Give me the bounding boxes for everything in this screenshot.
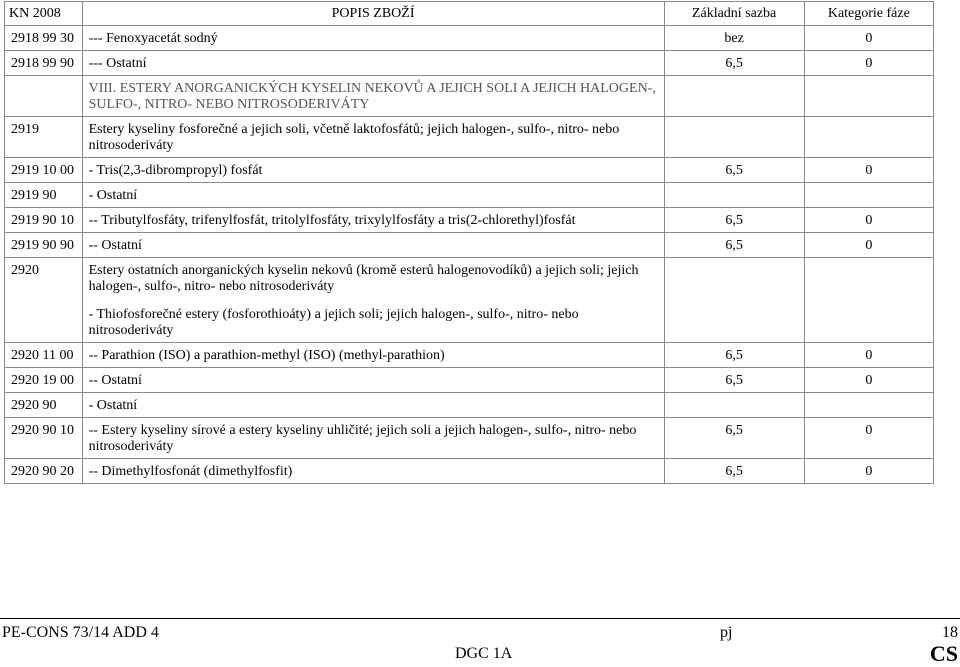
footer-dept: DGC 1A — [455, 645, 513, 662]
row-category — [804, 258, 933, 343]
row-description: --- Ostatní — [88, 56, 147, 71]
row-description-cell — [82, 393, 664, 418]
row-description-cell — [82, 76, 664, 117]
row-rate: 6,5 — [664, 343, 804, 368]
footer-language: CS — [929, 641, 958, 666]
row-rate: bez — [664, 26, 804, 51]
table-row — [5, 51, 934, 76]
row-category: 0 — [804, 343, 933, 368]
table-header-row — [5, 2, 934, 26]
row-code: 2918 99 90 — [5, 51, 83, 76]
header-popis: POPIS ZBOŽÍ — [82, 2, 664, 26]
row-code: 2920 11 00 — [5, 343, 83, 368]
row-rate — [664, 393, 804, 418]
row-code: 2920 90 10 — [5, 418, 83, 459]
row-rate — [664, 117, 804, 158]
row-description: VIII. ESTERY ANORGANICKÝCH KYSELIN NEKOVŮ A JEJICH SOLI A JEJICH HALOGEN-, SULFO-, NITRO- NEBO NITROSODERIVÁTY — [88, 81, 656, 112]
row-description-cell — [82, 418, 664, 459]
row-rate: 6,5 — [664, 418, 804, 459]
footer-initials: pj — [720, 624, 733, 641]
header-sazba: Základní sazba — [664, 2, 804, 26]
page-footer — [0, 618, 960, 666]
footer-page-number: 18 — [942, 624, 958, 641]
row-category — [804, 183, 933, 208]
tariff-table — [4, 1, 934, 484]
row-category: 0 — [804, 208, 933, 233]
table-row — [5, 258, 934, 343]
row-description-cell — [82, 158, 664, 183]
row-description-cell — [82, 368, 664, 393]
row-category: 0 — [804, 233, 933, 258]
table-row — [5, 117, 934, 158]
row-description-cell — [82, 258, 664, 343]
row-code — [5, 76, 83, 117]
table-row — [5, 158, 934, 183]
row-subdescription: - Thiofosforečné estery (fosforothioáty) a jejich soli; jejich halogen-, sulfo-, nitro- nebo nitrosoderiváty — [88, 307, 579, 338]
row-description: -- Estery kyseliny sírové a estery kyseliny uhličité; jejich soli a jejich halogen-, sulfo-, nitro- nebo nitrosoderiváty — [88, 423, 637, 454]
row-code: 2920 90 — [5, 393, 83, 418]
row-description-cell — [82, 233, 664, 258]
row-description: -- Ostatní — [88, 373, 142, 388]
row-description: -- Dimethylfosfonát (dimethylfosfit) — [88, 464, 293, 479]
table-row — [5, 76, 934, 117]
row-description: -- Tributylfosfáty, trifenylfosfát, tritolylfosfáty, trixylylfosfáty a tris(2-chlorethyl)fosfát — [88, 213, 576, 228]
table-row — [5, 233, 934, 258]
row-category: 0 — [804, 368, 933, 393]
row-description: --- Fenoxyacetát sodný — [88, 31, 218, 46]
row-rate — [664, 183, 804, 208]
row-rate: 6,5 — [664, 51, 804, 76]
row-description: Estery ostatních anorganických kyselin nekovů (kromě esterů halogenovodíků) a jejich soli; jejich halogen-, sulfo-, nitro- nebo nitrosoderiváty — [88, 263, 639, 294]
table-row — [5, 26, 934, 51]
row-category: 0 — [804, 418, 933, 459]
row-description: - Ostatní — [88, 398, 138, 413]
row-description-cell — [82, 51, 664, 76]
row-rate: 6,5 — [664, 158, 804, 183]
row-description-cell — [82, 183, 664, 208]
row-code: 2918 99 30 — [5, 26, 83, 51]
row-category: 0 — [804, 459, 933, 484]
row-category — [804, 76, 933, 117]
row-description: Estery kyseliny fosforečné a jejich soli, včetně laktofosfátů; jejich halogen-, sulfo-, nitro- nebo nitrosoderiváty — [88, 122, 620, 153]
row-code: 2920 90 20 — [5, 459, 83, 484]
table-row — [5, 368, 934, 393]
row-code: 2919 10 00 — [5, 158, 83, 183]
row-description-cell — [82, 26, 664, 51]
row-category: 0 — [804, 26, 933, 51]
table-body — [5, 26, 934, 484]
tariff-table-wrapper — [4, 1, 934, 484]
row-description-cell — [82, 208, 664, 233]
header-kn: KN 2008 — [5, 2, 83, 26]
row-description-cell — [82, 343, 664, 368]
row-code: 2920 19 00 — [5, 368, 83, 393]
row-description-cell — [82, 459, 664, 484]
row-description: -- Parathion (ISO) a parathion-methyl (ISO) (methyl-parathion) — [88, 348, 445, 363]
table-row — [5, 343, 934, 368]
table-row — [5, 393, 934, 418]
row-description: - Tris(2,3-dibrompropyl) fosfát — [88, 163, 263, 178]
row-rate — [664, 76, 804, 117]
row-rate: 6,5 — [664, 233, 804, 258]
row-code: 2919 — [5, 117, 83, 158]
row-category: 0 — [804, 158, 933, 183]
table-row — [5, 183, 934, 208]
footer-doc-ref: PE-CONS 73/14 ADD 4 — [2, 624, 159, 641]
row-category — [804, 117, 933, 158]
row-code: 2919 90 10 — [5, 208, 83, 233]
row-rate: 6,5 — [664, 368, 804, 393]
row-description: - Ostatní — [88, 188, 138, 203]
table-row — [5, 459, 934, 484]
row-category: 0 — [804, 51, 933, 76]
row-rate: 6,5 — [664, 208, 804, 233]
row-code: 2919 90 — [5, 183, 83, 208]
row-code: 2919 90 90 — [5, 233, 83, 258]
row-rate: 6,5 — [664, 459, 804, 484]
row-description-cell — [82, 117, 664, 158]
table-row — [5, 208, 934, 233]
header-kategorie: Kategorie fáze — [804, 2, 933, 26]
footer-rule — [0, 618, 960, 619]
row-code: 2920 — [5, 258, 83, 343]
row-rate — [664, 258, 804, 343]
row-description: -- Ostatní — [88, 238, 142, 253]
row-category — [804, 393, 933, 418]
table-row — [5, 418, 934, 459]
